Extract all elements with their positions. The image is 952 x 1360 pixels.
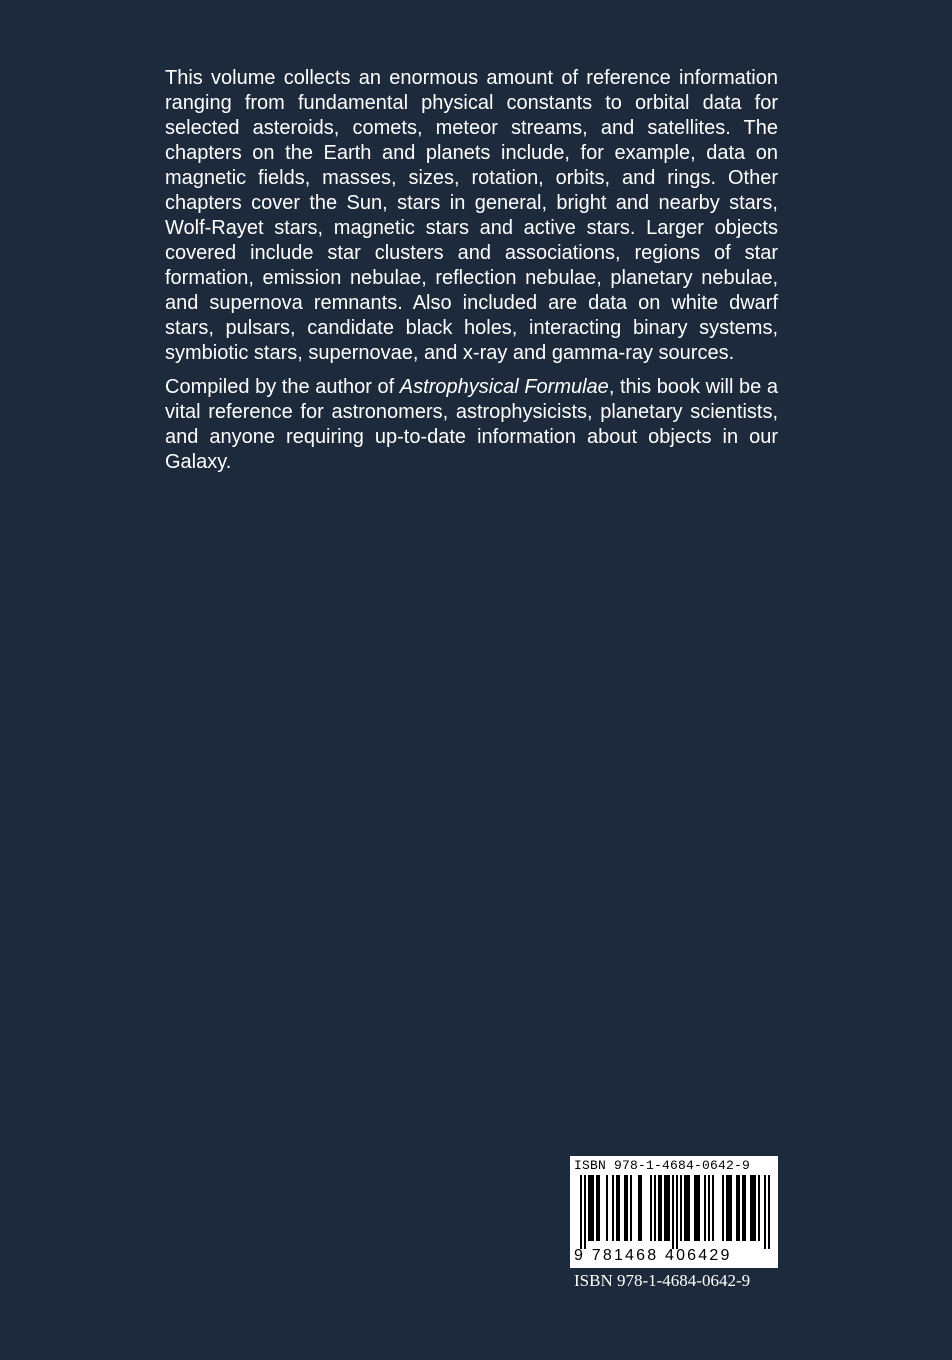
barcode-bar	[730, 1175, 732, 1241]
barcode-bar	[612, 1175, 614, 1241]
barcode-bar	[684, 1175, 686, 1241]
barcode-bar	[618, 1175, 620, 1241]
barcode-bar	[596, 1175, 598, 1241]
barcode-bar	[592, 1175, 594, 1241]
barcode-bar	[666, 1175, 668, 1241]
barcode-bar	[708, 1175, 710, 1241]
back-cover-blurb	[165, 66, 778, 475]
barcode-bar	[626, 1175, 628, 1241]
barcode-bar	[768, 1175, 770, 1249]
blurb-paragraph-2	[165, 375, 778, 475]
barcode-bar	[668, 1175, 670, 1241]
barcode-bar	[728, 1175, 730, 1241]
barcode-bar	[580, 1175, 582, 1249]
barcode-bar	[754, 1175, 756, 1241]
barcode-bar	[588, 1175, 590, 1241]
barcode-bar	[658, 1175, 660, 1241]
barcode-bar	[672, 1175, 674, 1249]
barcode-bar	[640, 1175, 642, 1241]
barcode-bar	[688, 1175, 690, 1241]
barcode-bar	[664, 1175, 666, 1241]
barcode-bar	[704, 1175, 706, 1241]
barcode-bar	[764, 1175, 766, 1249]
barcode-bar	[660, 1175, 662, 1241]
barcode-bar	[686, 1175, 688, 1241]
barcode-bar	[624, 1175, 626, 1241]
barcode-bar	[680, 1175, 682, 1241]
barcode-bar	[584, 1175, 586, 1249]
barcode-bar	[590, 1175, 592, 1241]
barcode-isbn-label: ISBN 978-1-4684-0642-9	[574, 1158, 751, 1173]
barcode-bar	[738, 1175, 740, 1241]
isbn-footer: ISBN 978-1-4684-0642-9	[574, 1271, 751, 1290]
barcode-bar	[616, 1175, 618, 1241]
barcode-bar	[712, 1175, 714, 1241]
book-title-reference: Astrophysical Formulae	[399, 376, 609, 398]
barcode-bar	[742, 1175, 744, 1241]
barcode-bar	[650, 1175, 652, 1241]
barcode-bar	[750, 1175, 752, 1241]
barcode-bar	[698, 1175, 700, 1241]
barcode-bars	[574, 1175, 774, 1249]
isbn-barcode	[570, 1156, 778, 1268]
barcode-bar	[744, 1175, 746, 1241]
barcode-bar	[752, 1175, 754, 1241]
barcode-bar	[598, 1175, 600, 1241]
barcode-bar	[654, 1175, 656, 1241]
barcode-bar	[630, 1175, 632, 1241]
barcode-bar	[696, 1175, 698, 1241]
barcode-bar	[758, 1175, 760, 1241]
barcode-bar	[606, 1175, 608, 1241]
blurb-paragraph-2-start: Compiled by the author of	[165, 376, 400, 398]
blurb-paragraph-2-end: , this book will be a vital reference for astronomers, astrophysicists, planetary scientists, and anyone requiring up-to-date information about objects in our Galaxy.	[165, 376, 778, 473]
barcode-bar	[694, 1175, 696, 1241]
blurb-paragraph-1: This volume collects an enormous amount of reference information ranging from fundamental physical constants to orbital data for selected asteroids, comets, meteor streams, and satellites. The chapters on the Earth and planets include, for example, data on magnetic fields, masses, sizes, rotation, orbits, and rings. Other chapters cover the Sun, stars in general, bright and nearby stars, Wolf-Rayet stars, magnetic stars and active stars. Larger objects covered include star clusters and associations, regions of star formation, emission nebulae, reflection nebulae, planetary nebulae, and supernova remnants. Also included are data on white dwarf stars, pulsars, candidate black holes, interacting binary systems, symbiotic stars, supernovae, and x-ray and gamma-ray sources.	[165, 67, 778, 364]
barcode-bar	[726, 1175, 728, 1241]
barcode-bar	[722, 1175, 724, 1241]
barcode-bar	[638, 1175, 640, 1241]
barcode-bar	[676, 1175, 678, 1249]
barcode-digits: 9 781468 406429	[574, 1247, 732, 1264]
barcode-bar	[736, 1175, 738, 1241]
